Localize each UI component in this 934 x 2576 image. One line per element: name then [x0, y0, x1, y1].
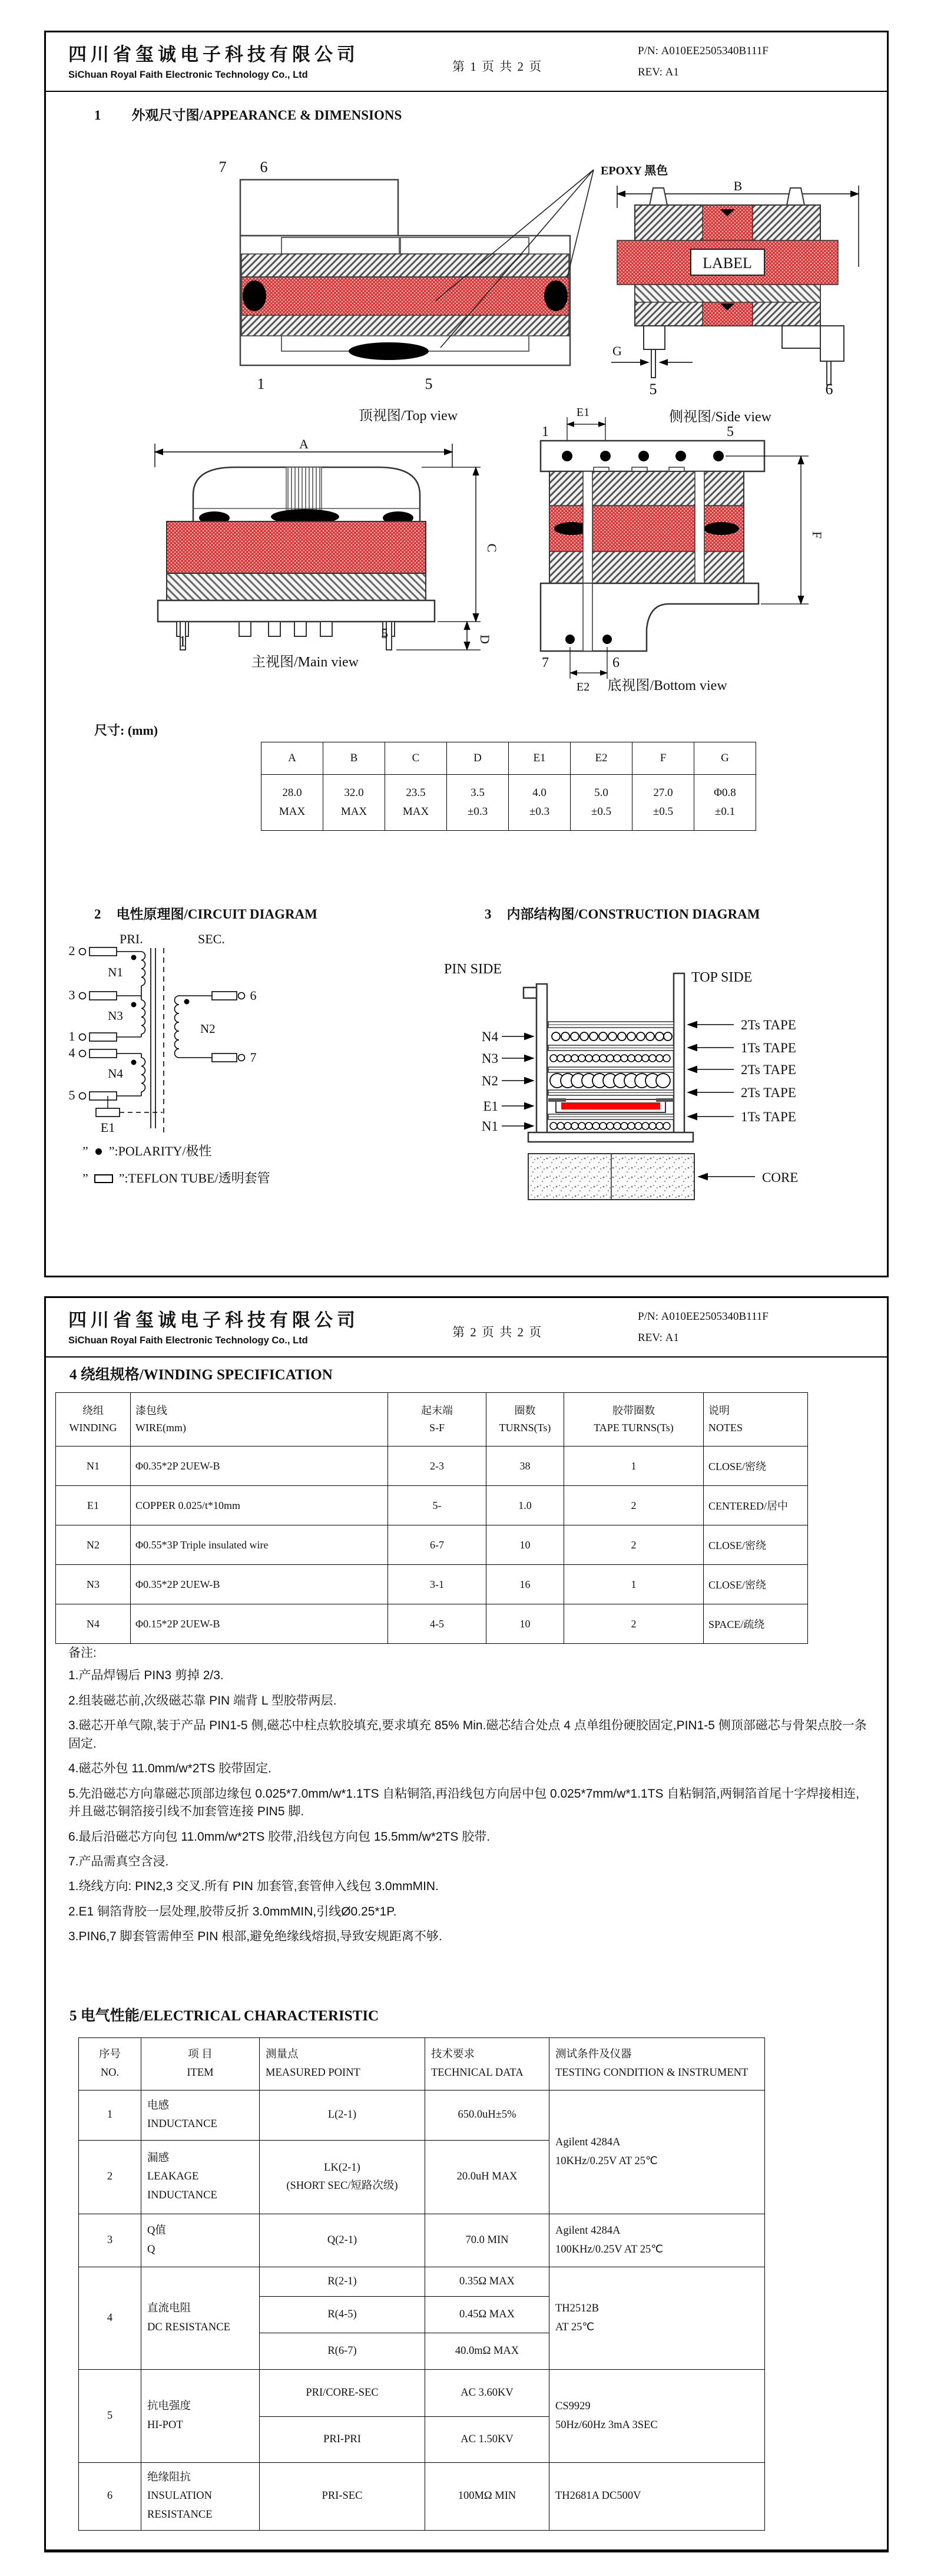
wind-r3-wire: Φ0.55*3P Triple insulated wire: [131, 1525, 388, 1565]
page1-header: [46, 32, 887, 92]
bottom-view-dim-f: F: [810, 531, 824, 539]
elec-r4-d2: 0.45Ω MAX: [425, 2297, 549, 2333]
bottom-view-pin5-label: 5: [727, 424, 734, 440]
wind-r1-tape: 1: [564, 1446, 704, 1486]
bottom-view-caption: 底视图/Bottom view: [607, 678, 727, 693]
circuit-e1-label: E1: [100, 1120, 115, 1135]
pn-label-p2: P/N:: [638, 1310, 658, 1323]
dimension-unit-label: 尺寸: (mm): [94, 723, 158, 738]
legend-quote-open2: ”: [82, 1171, 88, 1185]
note-8: 1.绕线方向: PIN2,3 交叉.所有 PIN 加套管,套管伸入线包 3.0mmMIN.: [68, 1880, 439, 1894]
section2-title: [94, 903, 317, 923]
construction-n4-label: N4: [481, 1029, 498, 1044]
section3-text: 内部结构图/CONSTRUCTION DIAGRAM: [506, 907, 760, 922]
wind-r5-winding: N4: [56, 1604, 131, 1644]
circuit-pin7-label: 7: [250, 1050, 257, 1065]
part-number-line: [638, 41, 769, 62]
elec-r4-p3: R(6-7): [260, 2333, 425, 2370]
elec-r2-data: 20.0uH MAX: [425, 2141, 549, 2214]
pn-value-p2: A010EE2505340B111F: [661, 1310, 769, 1323]
polarity-dot-icon: [95, 1148, 102, 1155]
dim-v-d: [447, 775, 509, 831]
wind-r2-turns: 1.0: [486, 1486, 564, 1525]
note-6: 6.最后沿磁芯方向包 11.0mm/w*2TS 胶带,沿线包方向包 15.5mm/w*2TS 胶带.: [68, 1829, 491, 1844]
dim-v-e22: ±0.5: [591, 805, 612, 818]
dim-v-d2: ±0.3: [467, 805, 488, 818]
side-view-diagram: [594, 179, 876, 397]
elec-r3-cond: [549, 2214, 765, 2267]
elec-r2-point1: LK(2-1): [324, 2161, 360, 2174]
elec-r5-item: [141, 2370, 260, 2463]
elec-r6-data: 100MΩ MIN: [425, 2463, 549, 2531]
note-7: 7.产品需真空含浸.: [68, 1854, 169, 1868]
wind-h-notes: [704, 1393, 808, 1446]
rev-label-p2: REV:: [638, 1332, 663, 1344]
elec-r3-cond1: Agilent 4284A: [555, 2225, 621, 2237]
wind-r5-tape: 2: [564, 1604, 704, 1644]
elec-h-no: [79, 2038, 141, 2090]
elec-r4-d1: 0.35Ω MAX: [425, 2267, 549, 2297]
elec-r6-cond: TH2681A DC500V: [549, 2463, 765, 2531]
teflon-tube-icon: [94, 1174, 113, 1183]
elec-r1-data: 650.0uH±5%: [425, 2090, 549, 2141]
elec-h4b: TECHNICAL DATA: [431, 2067, 524, 2079]
elec-r2-item-en1: LEAKAGE: [147, 2171, 199, 2183]
dim-v-c2: MAX: [402, 805, 429, 818]
dim-v-f2: ±0.5: [653, 805, 674, 818]
wind-r3-turns: 10: [486, 1525, 564, 1565]
construction-tape2-label: 1Ts TAPE: [741, 1041, 796, 1055]
wind-h5a: 胶带圈数: [612, 1405, 655, 1417]
wind-r4-notes: CLOSE/密绕: [704, 1565, 808, 1604]
elec-row-1: [79, 2090, 765, 2141]
elec-r3-item: [141, 2214, 260, 2267]
part-number-line-p2: [638, 1306, 769, 1327]
bottom-view-pin1-label: 1: [542, 424, 549, 440]
wind-r3-notes: CLOSE/密绕: [704, 1525, 808, 1565]
elec-r4-no: 4: [79, 2267, 141, 2370]
wind-h2a: 漆包线: [135, 1405, 167, 1417]
elec-r1-cond: [549, 2090, 765, 2214]
wind-r2-winding: E1: [56, 1486, 131, 1525]
elec-h3a: 测量点: [266, 2048, 299, 2060]
wind-r3-sf: 6-7: [388, 1525, 486, 1565]
dim-h-e2: E2: [571, 742, 632, 775]
wind-r2-wire: COPPER 0.025/t*10mm: [131, 1486, 388, 1525]
circuit-pin4-label: 4: [68, 1045, 75, 1060]
legend-quote-open: ”: [82, 1144, 88, 1158]
wind-h-sf: [388, 1393, 486, 1446]
elec-r6-item-en2: RESISTANCE: [147, 2508, 213, 2521]
company-block: [68, 39, 422, 81]
construction-n3-label: N3: [481, 1051, 498, 1066]
note-5: 5.先沿磁芯方向靠磁芯顶部边缘包 0.025*7.0mm/w*1.1TS 自粘铜箔,再沿线包方向居中包 0.025*7mm/w*1.1TS 自粘铜箔,两铜箔首尾十字焊接相连,并且磁芯铜箔接引线不加套管连接 PIN5 脚.: [68, 1786, 860, 1819]
side-view-caption: 侧视图/Side view: [669, 409, 771, 425]
elec-r3-item-cn: Q值: [147, 2225, 166, 2237]
wind-r5-notes: SPACE/疏绕: [704, 1604, 808, 1644]
circuit-pri-label: PRI.: [120, 934, 143, 946]
main-view-dim-a: A: [299, 439, 309, 451]
rev-value-p2: A1: [665, 1332, 679, 1344]
elec-r6-no: 6: [79, 2463, 141, 2531]
company-name-en-p2: SiChuan Royal Faith Electronic Technology Co., Ltd: [68, 1335, 308, 1346]
wind-r4-wire: Φ0.35*2P 2UEW-B: [131, 1565, 388, 1604]
page-1: [44, 31, 889, 1277]
elec-r4-item-en: DC RESISTANCE: [147, 2321, 230, 2333]
elec-r4-p2: R(4-5): [260, 2297, 425, 2333]
legend-quote-close2: ”: [118, 1171, 125, 1185]
legend-teflon-text: :TEFLON TUBE/透明套管: [124, 1171, 270, 1185]
elec-r4-d3: 40.0mΩ MAX: [425, 2333, 549, 2370]
section1-text: 外观尺寸图/APPEARANCE & DIMENSIONS: [131, 108, 402, 123]
winding-row-n3: [56, 1565, 808, 1604]
dim-v-e2: [571, 775, 632, 831]
company-name-cn-p2: 四川省玺诚电子科技有限公司: [68, 1310, 359, 1330]
elec-r5-cond1: CS9929: [555, 2400, 591, 2413]
winding-row-e1: [56, 1486, 808, 1525]
elec-h1a: 序号: [98, 2048, 121, 2060]
elec-r5-cond: [549, 2370, 765, 2463]
dim-v-f: [632, 775, 694, 831]
elec-h5b: TESTING CONDITION & INSTRUMENT: [555, 2067, 748, 2079]
dim-v-f1: 27.0: [653, 786, 673, 799]
circuit-n3-label: N3: [108, 1009, 123, 1023]
wind-r1-sf: 2-3: [388, 1446, 486, 1486]
main-view-pin1-label: 1: [178, 633, 187, 650]
elec-h3b: MEASURED POINT: [266, 2067, 360, 2079]
wind-h5b: TAPE TURNS(Ts): [594, 1422, 674, 1434]
circuit-n4-label: N4: [108, 1066, 123, 1081]
note-2: 2.组装磁芯前,次级磁芯靠 PIN 端背 L 型胶带两层.: [68, 1693, 337, 1708]
elec-r4-item-cn: 直流电阻: [147, 2303, 191, 2315]
main-view-dim-d: D: [478, 635, 492, 644]
main-view-dim-c: C: [485, 543, 499, 553]
elec-r2-item: [141, 2141, 260, 2214]
elec-row-5a: [79, 2370, 765, 2417]
elec-h-item: [141, 2038, 260, 2090]
wind-r1-winding: N1: [56, 1446, 131, 1486]
bottom-view-pin7-label: 7: [542, 655, 549, 671]
top-view-pin5-label: 5: [425, 375, 433, 392]
wind-h2b: WIRE(mm): [135, 1422, 186, 1434]
dim-v-c: [385, 775, 447, 831]
elec-h1b: NO.: [100, 2067, 120, 2079]
dim-v-d1: 3.5: [471, 786, 485, 799]
rev-line: [638, 62, 769, 83]
pn-label: P/N:: [638, 45, 658, 57]
winding-header-row: [56, 1393, 808, 1446]
pn-value: A010EE2505340B111F: [661, 45, 769, 57]
elec-r2-point: [260, 2141, 425, 2214]
elec-r3-item-en: Q: [147, 2243, 155, 2255]
wind-h6a: 说明: [708, 1405, 730, 1417]
dimension-table-header: [261, 742, 756, 775]
page-number: 第 1 页 共 2 页: [452, 60, 543, 74]
elec-h4a: 技术要求: [431, 2048, 475, 2060]
construction-n1-label: N1: [481, 1119, 498, 1134]
legend-quote-close: ”: [108, 1144, 115, 1158]
elec-r5-cond2: 50Hz/60Hz 3mA 3SEC: [555, 2419, 658, 2431]
elec-h2b: ITEM: [187, 2067, 214, 2079]
construction-diagram: [432, 949, 890, 1277]
dim-v-a2: MAX: [279, 805, 306, 818]
section2-no: 2: [94, 907, 101, 922]
wind-r3-winding: N2: [56, 1525, 131, 1565]
bottom-view-dim-e1: E1: [576, 407, 590, 419]
dimension-table: [261, 742, 756, 831]
elec-r6-point: PRI-SEC: [260, 2463, 425, 2531]
elec-row-6: [79, 2463, 765, 2531]
elec-h5a: 测试条件及仪器: [555, 2048, 632, 2060]
bottom-view-pin6-label: 6: [612, 655, 620, 671]
section2-text: 电性原理图/CIRCUIT DIAGRAM: [116, 907, 317, 922]
section4-title: 4 绕组规格/WINDING SPECIFICATION: [69, 1367, 333, 1383]
construction-tape4-label: 2Ts TAPE: [741, 1085, 796, 1100]
dim-v-a1: 28.0: [282, 786, 302, 799]
wind-h1b: WINDING: [69, 1422, 117, 1434]
dim-h-d: D: [447, 742, 509, 775]
elec-r1-cond1: Agilent 4284A: [555, 2136, 621, 2149]
dim-v-b2: MAX: [340, 805, 367, 818]
section1-title: [94, 104, 402, 124]
construction-core-label: CORE: [762, 1170, 799, 1185]
legend-polarity: [82, 1141, 212, 1160]
elec-row-4a: [79, 2267, 765, 2297]
page2-header: [46, 1298, 887, 1358]
elec-h-point: [260, 2038, 425, 2090]
elec-r3-no: 3: [79, 2214, 141, 2267]
wind-h4b: TURNS(Ts): [499, 1422, 551, 1434]
elec-r4-item: [141, 2267, 260, 2370]
note-3: 3.磁芯开单气隙,装于产品 PIN1-5 侧,磁芯中柱点软胶填充,要求填充 85% Min.磁芯结合处点 4 点单组份硬胶固定,PIN1-5 侧顶部磁芯与骨架点胶一条固定.: [68, 1719, 867, 1751]
bottom-view-diagram: [511, 407, 841, 695]
dim-h-c: C: [385, 742, 447, 775]
dim-v-e11: 4.0: [532, 786, 547, 799]
elec-r4-cond: [549, 2267, 765, 2370]
construction-tape1-label: 2Ts TAPE: [741, 1018, 796, 1032]
elec-r5-d1: AC 3.60KV: [425, 2370, 549, 2417]
elec-r6-item: [141, 2463, 260, 2531]
winding-row-n2: [56, 1525, 808, 1565]
part-number-block-p2: [638, 1306, 769, 1349]
wind-h-turns: [486, 1393, 564, 1446]
wind-r1-wire: Φ0.35*2P 2UEW-B: [131, 1446, 388, 1486]
page-number-p2: 第 2 页 共 2 页: [452, 1325, 543, 1339]
company-block-p2: [68, 1305, 422, 1346]
elec-r1-no: 1: [79, 2090, 141, 2141]
epoxy-annotation: EPOXY 黑色: [601, 164, 668, 177]
note-1: 1.产品焊锡后 PIN3 剪掉 2/3.: [68, 1669, 224, 1683]
circuit-pin6-label: 6: [250, 988, 257, 1003]
dim-v-b: [323, 775, 385, 831]
wind-h4a: 圈数: [514, 1405, 536, 1417]
main-view-pin5-label: 5: [381, 626, 388, 642]
top-view-diagram: [181, 153, 600, 401]
elec-r1-item: [141, 2090, 260, 2141]
dim-v-c1: 23.5: [406, 786, 426, 799]
wind-r1-notes: CLOSE/密绕: [704, 1446, 808, 1486]
circuit-n1-label: N1: [108, 965, 123, 979]
winding-table: [55, 1392, 808, 1644]
wind-r5-turns: 10: [486, 1604, 564, 1644]
main-view-caption: 主视图/Main view: [251, 655, 359, 670]
elec-r5-p2: PRI-PRI: [260, 2417, 425, 2463]
winding-row-n4: [56, 1604, 808, 1644]
circuit-pin3-label: 3: [68, 988, 75, 1002]
elec-r5-d2: AC 1.50KV: [425, 2417, 549, 2463]
elec-r2-point2: (SHORT SEC/短路次级): [286, 2180, 398, 2192]
elec-header-row: [79, 2038, 765, 2090]
dim-h-a: A: [261, 742, 323, 775]
elec-r3-data: 70.0 MIN: [425, 2214, 549, 2267]
legend-teflon: [82, 1168, 270, 1187]
company-name-en: SiChuan Royal Faith Electronic Technology Co., Ltd: [68, 70, 308, 80]
dim-v-a: [261, 775, 323, 831]
construction-n2-label: N2: [481, 1074, 498, 1088]
dim-v-g: [694, 775, 756, 831]
elec-r5-p1: PRI/CORE-SEC: [260, 2370, 425, 2417]
wind-r1-turns: 38: [486, 1446, 564, 1486]
wind-r3-tape: 2: [564, 1525, 704, 1565]
wind-h3a: 起末端: [421, 1405, 453, 1417]
wind-r4-turns: 16: [486, 1565, 564, 1604]
elec-r5-item-en: HI-POT: [147, 2419, 183, 2431]
rev-line-p2: [638, 1327, 769, 1349]
elec-h2a: 项 目: [188, 2048, 213, 2060]
side-view-pin6-label: 6: [825, 381, 833, 397]
wind-h3b: S-F: [429, 1422, 445, 1434]
side-view-pin5-label: 5: [649, 381, 657, 397]
note-10: 3.PIN6,7 脚套管需伸至 PIN 根部,避免绝缘线熔损,导致安规距离不够.: [68, 1930, 442, 1944]
elec-r5-no: 5: [79, 2370, 141, 2463]
elec-r2-no: 2: [79, 2141, 141, 2214]
elec-r1-point: L(2-1): [260, 2090, 425, 2141]
wind-h6b: NOTES: [708, 1422, 743, 1434]
circuit-diagram: [64, 934, 329, 1140]
construction-tape5-label: 1Ts TAPE: [741, 1109, 796, 1124]
dim-v-e12: ±0.3: [529, 805, 550, 818]
construction-tape3-label: 2Ts TAPE: [741, 1062, 796, 1077]
elec-r1-item-cn: 电感: [147, 2099, 170, 2112]
dim-h-b: B: [323, 742, 385, 775]
wind-r2-sf: 5-: [388, 1486, 486, 1525]
top-view-pin6-label: 6: [260, 158, 268, 176]
bottom-view-dim-e2: E2: [576, 681, 590, 693]
dim-v-b1: 32.0: [344, 786, 364, 799]
elec-h-data: [425, 2038, 549, 2090]
dim-h-f: F: [632, 742, 694, 775]
elec-r3-point: Q(2-1): [260, 2214, 425, 2267]
dim-v-e1: [509, 775, 571, 831]
circuit-pin2-label: 2: [68, 943, 75, 958]
notes-block: [68, 1644, 869, 1953]
side-view-dim-g: G: [612, 344, 622, 358]
dim-h-g: G: [694, 742, 756, 775]
elec-r4-cond2: AT 25℃: [555, 2321, 595, 2333]
dim-h-e1: E1: [509, 742, 571, 775]
wind-h-tape: [564, 1393, 704, 1446]
wind-h-wire: [131, 1393, 388, 1446]
side-view-label-text: LABEL: [703, 255, 752, 272]
company-name-cn: 四川省玺诚电子科技有限公司: [68, 44, 359, 65]
wind-r4-winding: N3: [56, 1565, 131, 1604]
top-view-pin7-label: 7: [218, 158, 227, 176]
dim-v-g2: ±0.1: [714, 805, 736, 818]
elec-r5-item-cn: 抗电强度: [147, 2400, 191, 2413]
elec-h-cond: [549, 2038, 765, 2090]
part-number-block: [638, 41, 769, 83]
dimension-table-values: [261, 775, 756, 831]
elec-r6-item-en1: INSULATION: [147, 2490, 212, 2502]
wind-r5-wire: Φ0.15*2P 2UEW-B: [131, 1604, 388, 1644]
section3-title: [485, 903, 760, 923]
main-view-diagram: [99, 439, 499, 651]
circuit-pin5-label: 5: [68, 1088, 75, 1102]
top-view-pin1-label: 1: [257, 375, 265, 392]
wind-h1a: 绕组: [82, 1405, 104, 1417]
elec-r1-item-en: INDUCTANCE: [147, 2118, 217, 2130]
wind-r5-sf: 4-5: [388, 1604, 486, 1644]
side-view-dim-b: B: [733, 179, 743, 193]
elec-r2-item-cn: 漏感: [147, 2152, 170, 2164]
page-2: [44, 1296, 889, 2552]
rev-label: REV:: [638, 66, 663, 78]
elec-row-3: [79, 2214, 765, 2267]
dim-v-g1: Φ0.8: [714, 786, 736, 799]
circuit-sec-label: SEC.: [198, 934, 225, 946]
wind-r2-notes: CENTERED/居中: [704, 1486, 808, 1525]
electrical-table: [78, 2037, 765, 2531]
section3-no: 3: [485, 907, 492, 922]
section1-no: 1: [94, 108, 101, 123]
construction-e1-label: E1: [483, 1099, 498, 1114]
elec-r6-item-cn: 绝缘阻抗: [147, 2471, 191, 2483]
elec-r1-cond2: 10KHz/0.25V AT 25℃: [555, 2155, 658, 2167]
note-4: 4.磁芯外包 11.0mm/w*2TS 胶带固定.: [68, 1762, 272, 1776]
winding-row-n1: [56, 1446, 808, 1486]
elec-r2-item-en2: INDUCTANCE: [147, 2189, 217, 2201]
dim-v-e21: 5.0: [594, 786, 608, 799]
notes-label: 备注:: [68, 1646, 97, 1660]
wind-r2-tape: 2: [564, 1486, 704, 1525]
circuit-n2-label: N2: [200, 1022, 216, 1036]
top-view-caption: 顶视图/Top view: [358, 408, 458, 424]
rev-value: A1: [665, 66, 679, 78]
elec-r4-cond1: TH2512B: [555, 2303, 599, 2315]
construction-top-side-label: TOP SIDE: [691, 970, 753, 985]
wind-h-winding: [56, 1393, 131, 1446]
circuit-pin1-label: 1: [68, 1029, 75, 1043]
legend-polarity-text: :POLARITY/极性: [114, 1144, 212, 1158]
wind-r4-tape: 1: [564, 1565, 704, 1604]
wind-r4-sf: 3-1: [388, 1565, 486, 1604]
elec-r4-p1: R(2-1): [260, 2267, 425, 2297]
note-9: 2.E1 铜箔背胶一层处理,胶带反折 3.0mmMIN,引线Ø0.25*1P.: [68, 1904, 397, 1918]
section5-title: 5 电气性能/ELECTRICAL CHARACTERISTIC: [69, 2008, 379, 2024]
elec-r3-cond2: 100KHz/0.25V AT 25℃: [555, 2243, 664, 2255]
construction-pin-side-label: PIN SIDE: [444, 962, 502, 977]
